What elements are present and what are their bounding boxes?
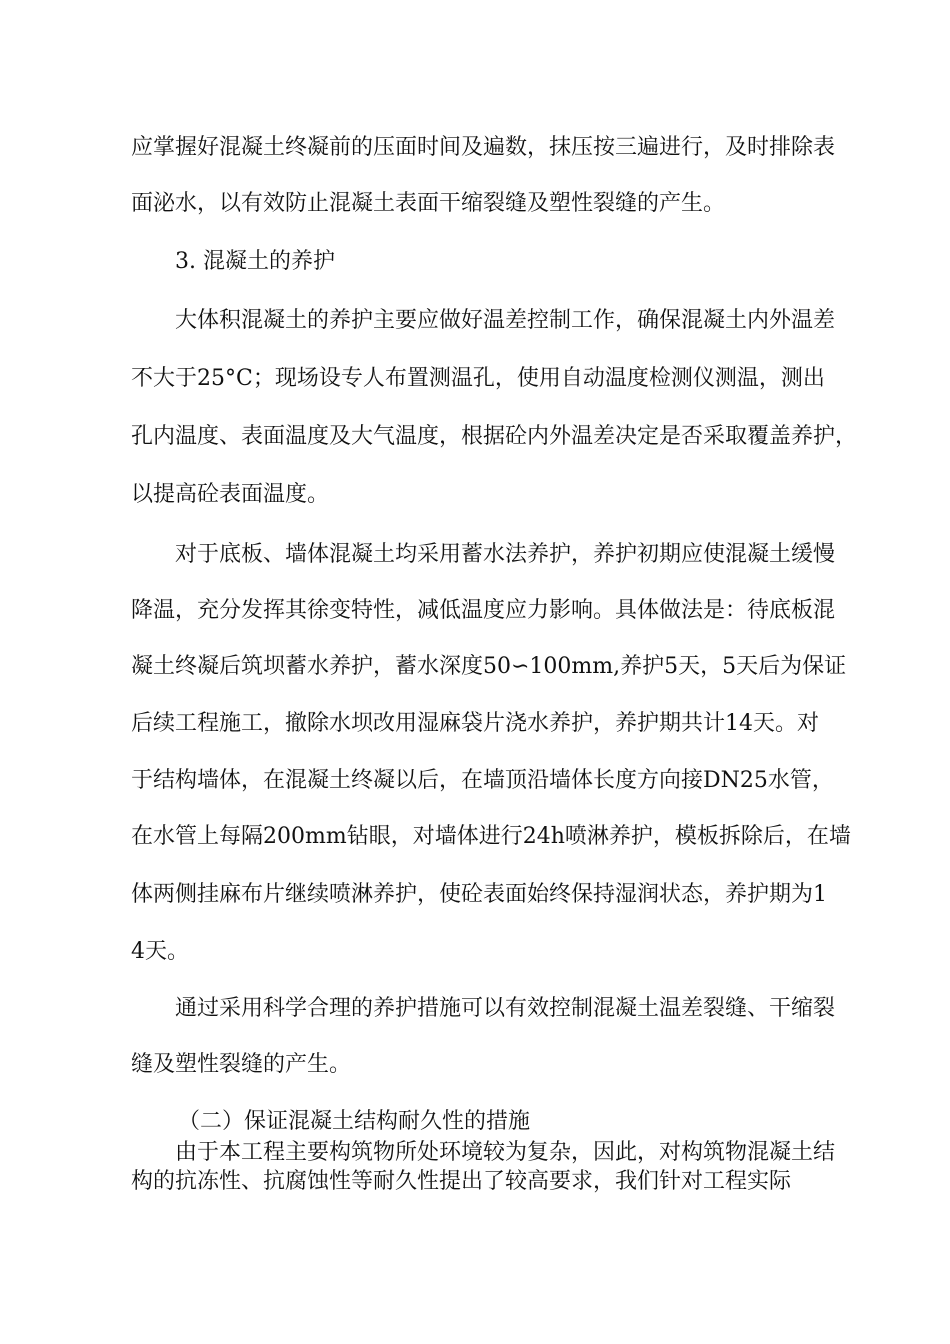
paragraph-2-line-1: 大体积混凝土的养护主要应做好温差控制工作，确保混凝土内外温差 [175,308,836,333]
paragraph-2-line-4: 以提高砼表面温度。 [131,482,330,507]
section-heading-2: （二）保证混凝土结构耐久性的措施 [178,1109,531,1134]
paragraph-1-line-2: 面泌水，以有效防止混凝土表面干缩裂缝及塑性裂缝的产生。 [131,191,726,216]
paragraph-5-line-2: 构的抗冻性、抗腐蚀性等耐久性提出了较高要求，我们针对工程实际 [131,1169,792,1194]
paragraph-3-line-7: 体两侧挂麻布片继续喷淋养护，使砼表面始终保持湿润状态，养护期为1 [131,882,827,907]
paragraph-4-line-1: 通过采用科学合理的养护措施可以有效控制混凝土温差裂缝、干缩裂 [175,996,836,1021]
paragraph-3-line-5: 于结构墙体，在混凝土终凝以后，在墙顶沿墙体长度方向接DN25水管， [131,768,834,793]
paragraph-3-line-4: 后续工程施工，撤除水坝改用湿麻袋片浇水养护，养护期共计14天。对 [131,711,819,736]
paragraph-2-line-2: 不大于25°C；现场设专人布置测温孔，使用自动温度检测仪测温，测出 [131,366,825,391]
paragraph-3-line-8: 4天。 [131,939,189,964]
paragraph-4-line-2: 缝及塑性裂缝的产生。 [131,1052,352,1077]
paragraph-3-line-6: 在水管上每隔200mm钻眼，对墙体进行24h喷淋养护，模板拆除后，在墙 [131,824,851,849]
paragraph-3-line-3: 凝土终凝后筑坝蓄水养护，蓄水深度50∽100mm,养护5天，5天后为保证 [131,654,847,679]
paragraph-5-line-1: 由于本工程主要构筑物所处环境较为复杂，因此，对构筑物混凝土结 [175,1140,836,1165]
paragraph-3-line-1: 对于底板、墙体混凝土均采用蓄水法养护，养护初期应使混凝土缓慢 [175,542,836,567]
section-heading-3: 3. 混凝土的养护 [175,249,335,274]
paragraph-3-line-2: 降温，充分发挥其徐变特性，减低温度应力影响。具体做法是：待底板混 [131,598,836,623]
paragraph-2-line-3: 孔内温度、表面温度及大气温度，根据砼内外温差决定是否采取覆盖养护， [131,424,858,449]
paragraph-1-line-1: 应掌握好混凝土终凝前的压面时间及遍数，抹压按三遍进行，及时排除表 [131,135,836,160]
